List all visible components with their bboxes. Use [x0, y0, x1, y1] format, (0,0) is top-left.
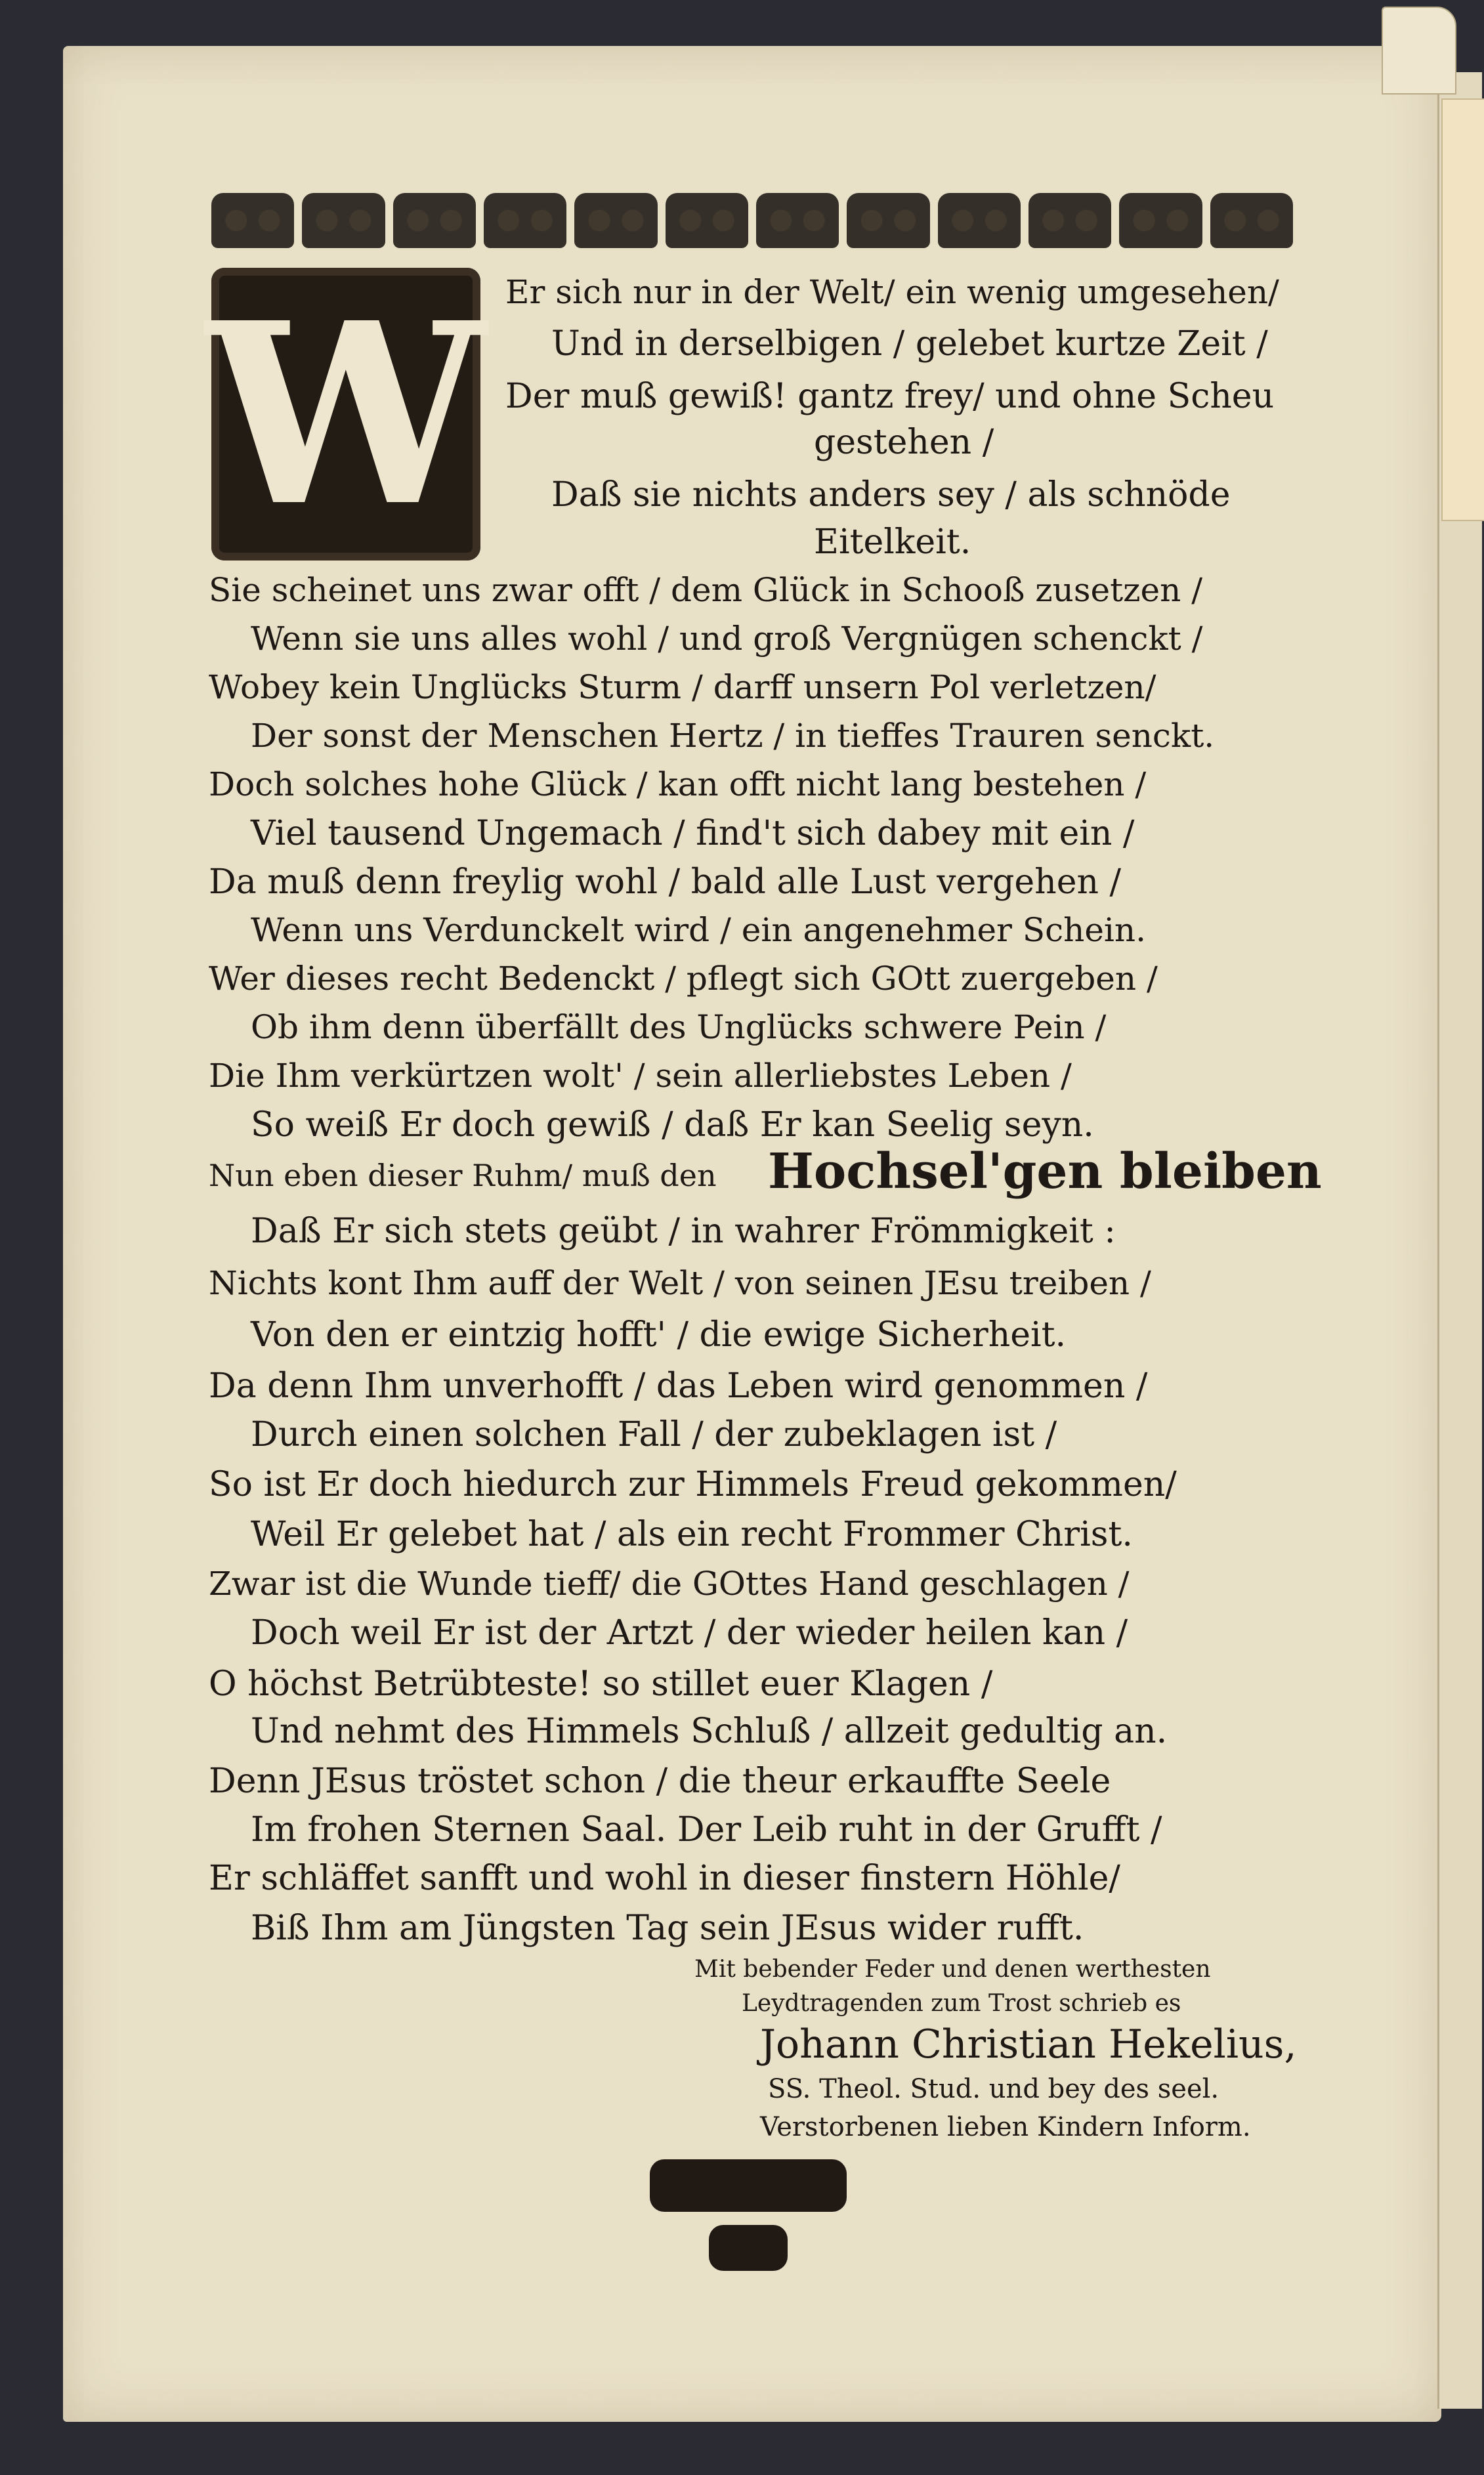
paper-tab-marker [1441, 98, 1484, 521]
poem-line: Weil Er gelebet hat / als ein recht Frommer Christ. [251, 1515, 1133, 1554]
poem-line: So weiß Er doch gewiß / daß Er kan Seelig seyn. [251, 1105, 1094, 1145]
poem-line: Durch einen solchen Fall / der zubeklagen ist / [251, 1415, 1057, 1454]
signature-line: Verstorbenen lieben Kindern Inform. [760, 2112, 1251, 2142]
poem-line: O höchst Betrübteste! so stillet euer Klagen / [209, 1664, 993, 1704]
poem-line: Im frohen Sternen Saal. Der Leib ruht in der Grufft / [251, 1810, 1162, 1850]
ornament-block [302, 193, 385, 248]
tailpiece-ornament [709, 2225, 788, 2271]
ornament-block [393, 193, 476, 248]
poem-line: Viel tausend Ungemach / find't sich dabey mit ein / [251, 814, 1135, 853]
ornament-block [847, 193, 929, 248]
ornament-block [756, 193, 839, 248]
signature-name: Johann Christian Hekelius, [760, 2021, 1297, 2067]
poem-line: Wer dieses recht Bedenckt / pflegt sich GOtt zuergeben / [209, 960, 1158, 998]
ornament-block [666, 193, 748, 248]
poem-line: Ob ihm denn überfällt des Unglücks schwere Pein / [251, 1008, 1107, 1046]
poem-line: Sie scheinet uns zwar offt / dem Glück in Schooß zusetzen / [209, 571, 1203, 609]
poem-line: So ist Er doch hiedurch zur Himmels Freud gekommen/ [209, 1465, 1177, 1504]
highlighted-name: Hochsel'gen bleiben [768, 1143, 1322, 1200]
page-corner [1382, 7, 1456, 95]
ornament-block [574, 193, 657, 248]
ornament-block [938, 193, 1021, 248]
poem-line: Wenn sie uns alles wohl / und groß Vergnügen schenckt / [251, 620, 1203, 658]
poem-line: Der muß gewiß! gantz frey/ und ohne Scheu [505, 377, 1275, 416]
poem-line: Zwar ist die Wunde tieff/ die GOttes Hand geschlagen / [209, 1565, 1130, 1603]
poem-line: Denn JEsus tröstet schon / die theur erkauffte Seele [209, 1762, 1111, 1801]
ornament-block [1119, 193, 1202, 248]
poem-line: Von den er eintzig hofft' / die ewige Sicherheit. [251, 1315, 1067, 1355]
ornament-block [1210, 193, 1293, 248]
poem-line: Und in derselbigen / gelebet kurtze Zeit / [551, 324, 1268, 364]
poem-line: Daß sie nichts anders sey / als schnöde [551, 475, 1231, 515]
poem-line: Doch weil Er ist der Artzt / der wieder heilen kan / [251, 1613, 1128, 1653]
poem-line: Nun eben dieser Ruhm/ muß den [209, 1158, 717, 1193]
poem-line: Wenn uns Verdunckelt wird / ein angenehmer Schein. [251, 911, 1146, 949]
poem-line: Daß Er sich stets geübt / in wahrer Frömmigkeit : [251, 1212, 1116, 1251]
signature-line: SS. Theol. Stud. und bey des seel. [768, 2074, 1219, 2104]
ornament-block [1028, 193, 1111, 248]
poem-line: Nichts kont Ihm auff der Welt / von seinen JEsu treiben / [209, 1264, 1151, 1302]
ornament-block [484, 193, 566, 248]
poem-line: Die Ihm verkürtzen wolt' / sein allerliebstes Leben / [209, 1057, 1072, 1095]
poem-line: Biß Ihm am Jüngsten Tag sein JEsus wider rufft. [251, 1909, 1084, 1948]
ornament-block [211, 193, 294, 248]
poem-line: Eitelkeit. [814, 522, 971, 562]
poem-line: Wobey kein Unglücks Sturm / darff unsern Pol verletzen/ [209, 668, 1156, 706]
signature-line: Mit bebender Feder und denen werthesten [694, 1956, 1211, 1983]
poem-line: Doch solches hohe Glück / kan offt nicht lang bestehen / [209, 765, 1147, 803]
header-ornament-band [211, 185, 1293, 256]
poem-line: Da muß denn freylig wohl / bald alle Lust vergehen / [209, 862, 1122, 902]
poem-line: Da denn Ihm unverhofft / das Leben wird genommen / [209, 1366, 1148, 1406]
poem-line: Er sich nur in der Welt/ ein wenig umgesehen/ [505, 273, 1279, 311]
decorated-initial: W [205, 267, 486, 561]
signature-line: Leydtragenden zum Trost schrieb es [742, 1990, 1181, 2017]
poem-line: Der sonst der Menschen Hertz / in tieffes Trauren senckt. [251, 717, 1215, 755]
poem-line: gestehen / [814, 423, 994, 462]
tailpiece-ornament [650, 2159, 847, 2212]
poem-line: Er schläffet sanfft und wohl in dieser finstern Höhle/ [209, 1859, 1120, 1898]
poem-line: Und nehmt des Himmels Schluß / allzeit gedultig an. [251, 1712, 1168, 1751]
